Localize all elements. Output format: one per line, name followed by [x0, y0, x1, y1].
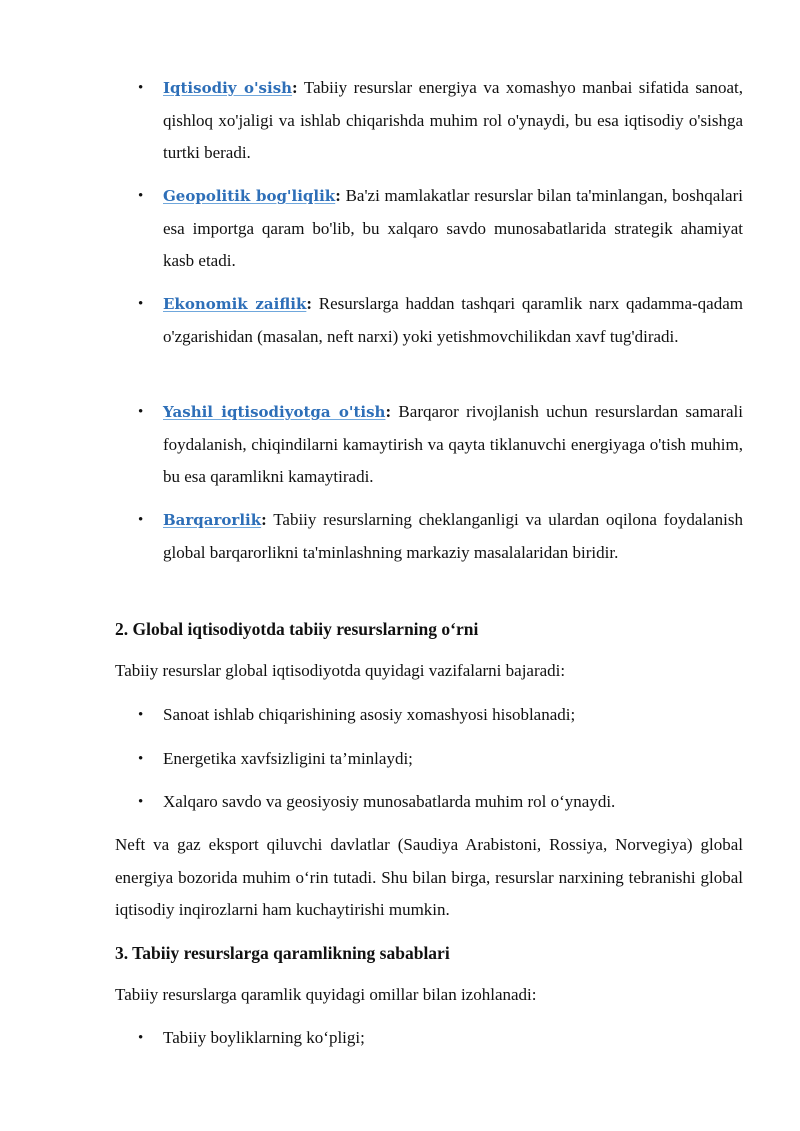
section3-heading: 3. Tabiiy resurslarga qaramlikning sabablari: [115, 943, 450, 963]
section2-intro: Tabiiy resurslar global iqtisodiyotda quyidagi vazifalarni bajaradi:: [115, 661, 566, 680]
section2-heading: 2. Global iqtisodiyotda tabiiy resurslarning o‘rni: [115, 619, 479, 639]
term-colon: :: [335, 186, 341, 205]
bullet-text: Tabiiy resurslarning cheklanganligi va ulardan oqilona foydalanish global barqarorlikni ta'minlashning markaziy masalalaridan biridir.: [163, 510, 743, 562]
term-colon: :: [385, 402, 392, 421]
bullet-text: Resurslarga haddan tashqari qaramlik narx qadamma-qadam o'zgarishidan (masalan, neft narxi) yoki yetishmovchilikdan xavf tug'diradi.: [163, 294, 743, 346]
term-link-geopolitical-dependence[interactable]: Geopolitik bog'liqlik: [163, 187, 336, 205]
list-item: • Energetika xavfsizligini ta’minlaydi;: [163, 743, 743, 776]
term-colon: :: [306, 294, 313, 313]
term-link-green-economy[interactable]: Yashil iqtisodiyotga o'tish: [163, 403, 386, 421]
term-colon: :: [261, 510, 267, 529]
term-link-economic-growth[interactable]: Iqtisodiy o'sish: [163, 79, 293, 97]
section2-paragraph: Neft va gaz eksport qiluvchi davlatlar (Saudiya Arabistoni, Rossiya, Norvegiya) global energiya bozorida muhim o‘rin tutadi. Shu bilan birga, resurslar narxining tebranishi global iqtisodiy inqirozlarni ham kuchaytirishi mumkin.: [115, 835, 743, 919]
bullet-text: Tabiiy resurslar energiya va xomashyo manbai sifatida sanoat, qishloq xo'jaligi va ishlab chiqarishda muhim rol o'ynaydi, bu esa iqtisodiy o'sishga turtki beradi.: [163, 78, 743, 162]
bullet-green-economy: [163, 396, 743, 494]
list-item: • Xalqaro savdo va geosiyosiy munosabatlarda muhim rol o‘ynaydi.: [163, 786, 743, 819]
bullet-sustainability: [163, 504, 743, 569]
bullet-economic-vulnerability: [163, 288, 743, 353]
list-item: • Tabiiy boyliklarning ko‘pligi;: [163, 1022, 743, 1055]
bullet-geopolitical-dependence: [163, 180, 743, 278]
term-link-economic-vulnerability[interactable]: Ekonomik zaiflik: [163, 295, 307, 313]
bullet-text: Ba'zi mamlakatlar resurslar bilan ta'minlangan, boshqalari esa importga qaram bo'lib, bu xalqaro savdo munosabatlarida strategik ahamiyat kasb etadi.: [163, 186, 743, 270]
bullet-economic-growth: [163, 72, 743, 170]
bullet-text: Barqaror rivojlanish uchun resurslardan samarali foydalanish, chiqindilarni kamaytirish va qayta tiklanuvchi energiyaga o'tish muhim, bu esa qaramlikni kamaytiradi.: [163, 402, 743, 486]
section3-intro: Tabiiy resurslarga qaramlik quyidagi omillar bilan izohlanadi:: [115, 985, 537, 1004]
term-link-sustainability[interactable]: Barqarorlik: [163, 511, 262, 529]
term-colon: :: [292, 78, 298, 97]
list-item: • Sanoat ishlab chiqarishining asosiy xomashyosi hisoblanadi;: [163, 699, 743, 732]
